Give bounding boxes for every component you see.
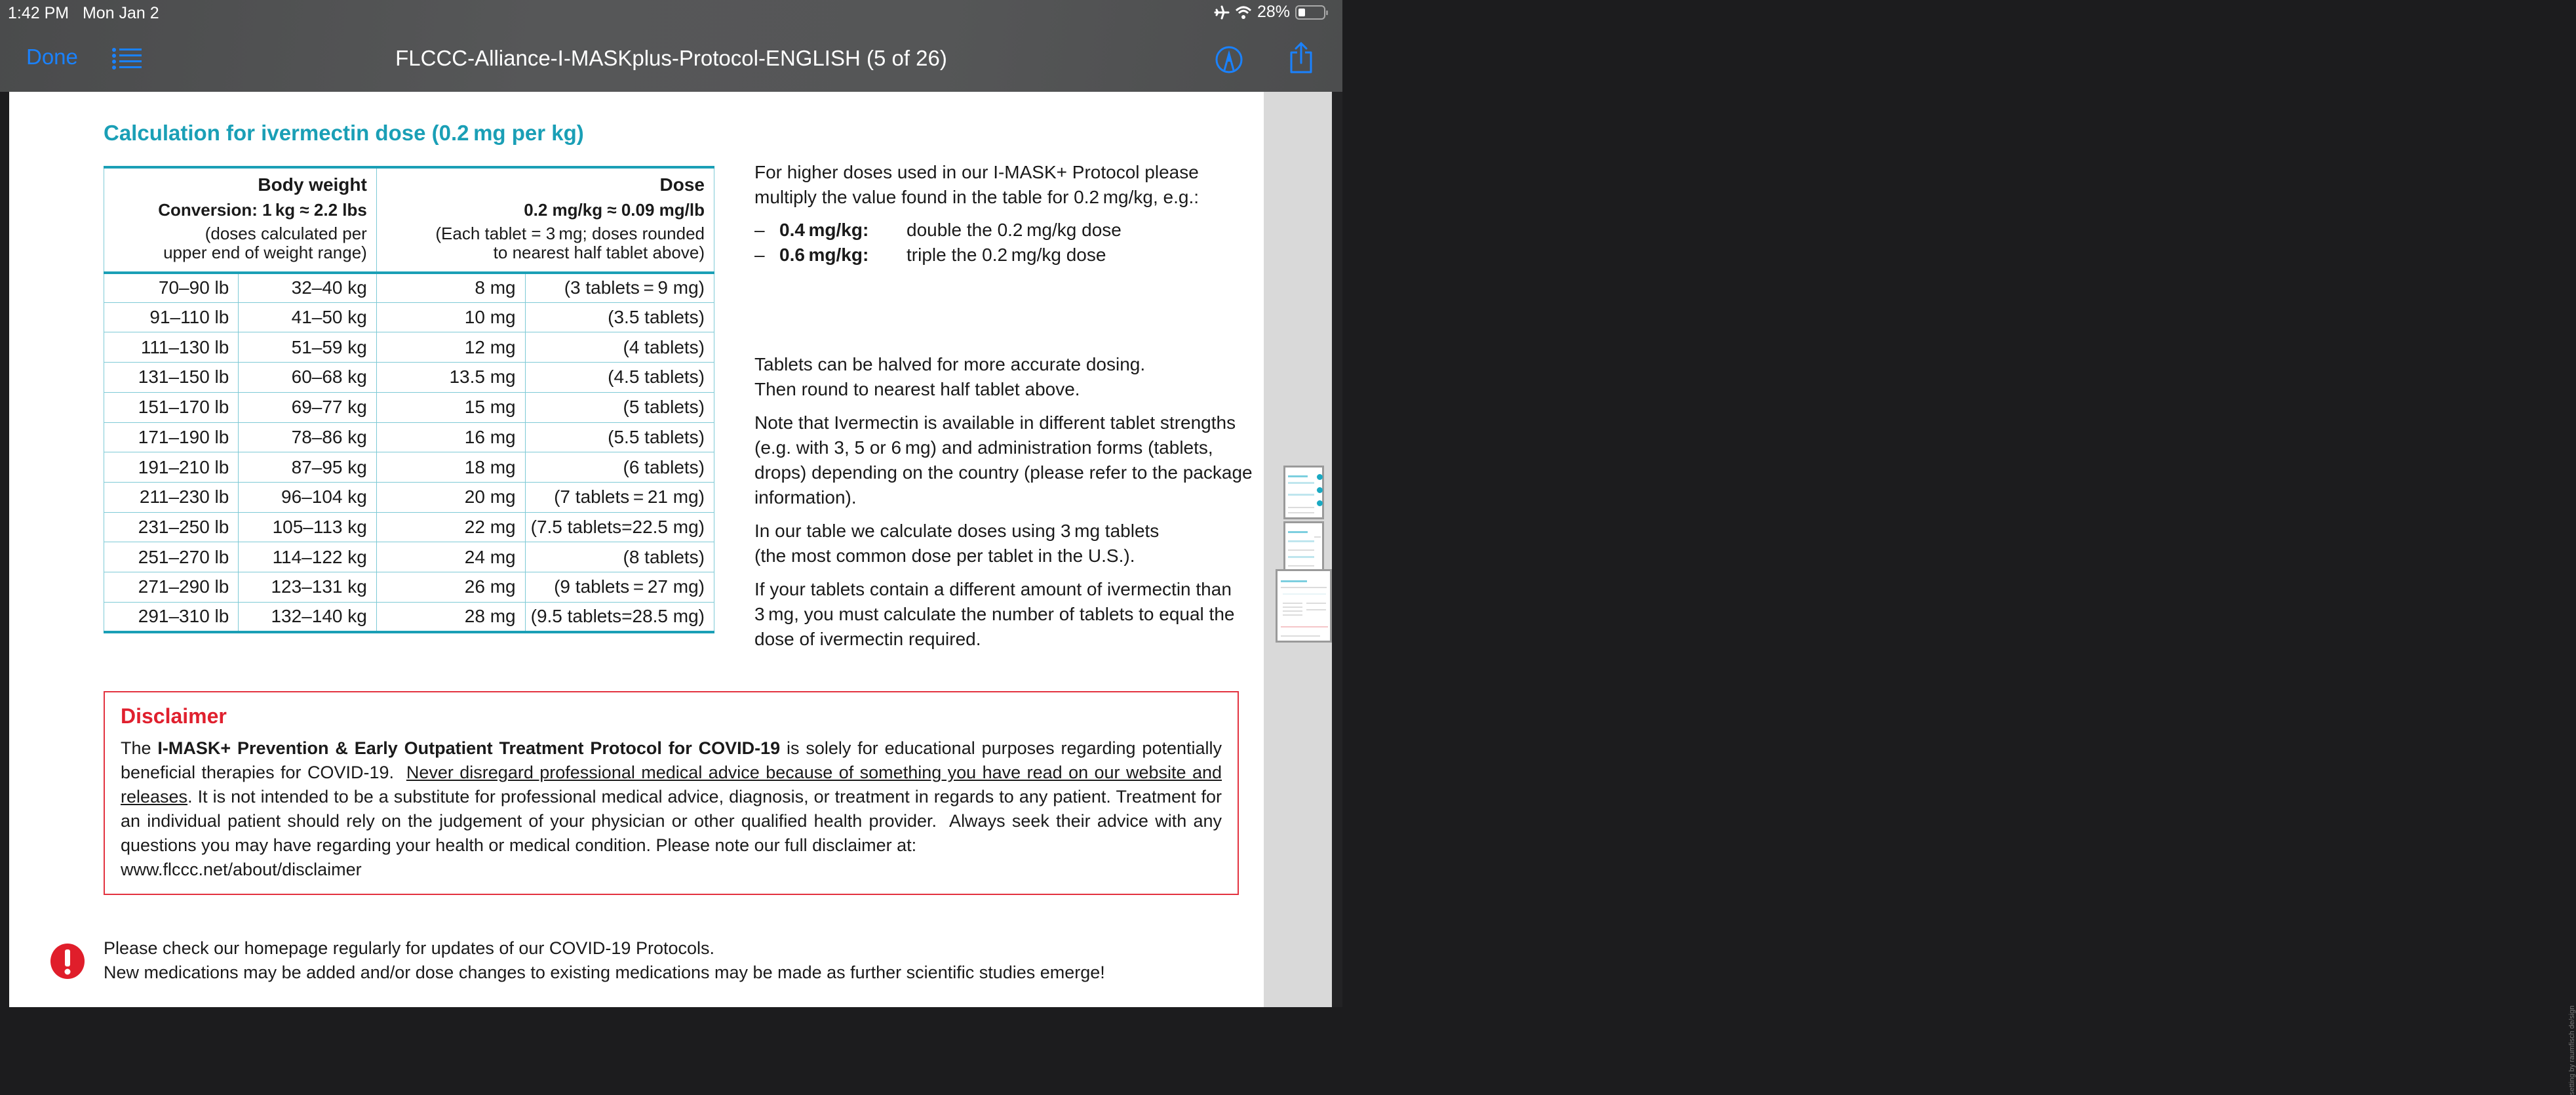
cell-dose: 13.5 mg	[376, 363, 525, 393]
table-row	[104, 482, 714, 512]
header-dose-title: Dose	[659, 174, 705, 195]
cell-tablets: (4 tablets)	[525, 332, 714, 363]
disclaimer-text: . It is not intended to be a substitute for professional medical advice, diagnosis, or treatment in regards to any patient. Treatment for an individual patient should rely on the judgement of your physician or other qualified health provider. Always seek their advice with any questions you may have regarding your health or medical condition. Please note our full disclaimer at:	[121, 787, 1222, 855]
cell-kg: 123–131 kg	[239, 572, 377, 602]
page-thumbnail-sidebar[interactable]	[1264, 92, 2576, 1095]
header-dose-note: to nearest half tablet above)	[493, 242, 705, 262]
left-edge	[0, 92, 9, 1007]
cell-tablets: (8 tablets)	[525, 542, 714, 572]
cell-dose: 26 mg	[376, 572, 525, 602]
cell-kg: 60–68 kg	[239, 363, 377, 393]
multiplier-key: 0.4 mg/kg:	[779, 220, 869, 240]
intro-line: For higher doses used in our I-MASK+ Protocol please	[754, 162, 1199, 182]
cell-dose: 20 mg	[376, 482, 525, 512]
disclaimer-warning: Never disregard professional medical advice because of something you have read on our website and releases	[121, 763, 1222, 806]
cell-lb: 151–170 lb	[104, 392, 239, 422]
cell-lb: 251–270 lb	[104, 542, 239, 572]
header-dose-note: (Each tablet = 3 mg; doses rounded	[435, 224, 705, 244]
battery-percent: 28%	[1257, 3, 1290, 21]
disclaimer-lead: The	[121, 738, 158, 758]
cell-lb: 211–230 lb	[104, 482, 239, 512]
halving-line: Then round to nearest half tablet above.	[754, 379, 1080, 399]
header-weight-note: upper end of weight range)	[163, 242, 367, 262]
header-weight-note: (doses calculated per	[205, 224, 367, 244]
table-row	[104, 392, 714, 422]
table-row	[104, 512, 714, 542]
notice-line: Please check our homepage regularly for updates of our COVID-19 Protocols.	[104, 938, 714, 958]
done-button[interactable]: Done	[26, 45, 78, 69]
cell-dose: 15 mg	[376, 392, 525, 422]
disclaimer-box	[104, 691, 1239, 895]
cell-dose: 8 mg	[376, 273, 525, 303]
table-row	[104, 422, 714, 452]
airplane-icon	[1214, 5, 1230, 20]
intro-line: multiply the value found in the table for 0.2 mg/kg, e.g.:	[754, 186, 1200, 207]
halving-note	[754, 352, 1253, 402]
cell-lb: 231–250 lb	[104, 512, 239, 542]
cell-tablets: (4.5 tablets)	[525, 363, 714, 393]
top-bar	[0, 0, 1342, 92]
table-row	[104, 273, 714, 303]
cell-kg: 78–86 kg	[239, 422, 377, 452]
right-edge	[1332, 92, 1342, 1007]
multiplier-key: 0.6 mg/kg:	[779, 244, 869, 265]
cell-kg: 132–140 kg	[239, 602, 377, 632]
cell-kg: 69–77 kg	[239, 392, 377, 422]
cell-kg: 87–95 kg	[239, 452, 377, 483]
cell-tablets: (6 tablets)	[525, 452, 714, 483]
dash-bullet: –	[754, 220, 765, 240]
cell-tablets: (5.5 tablets)	[525, 422, 714, 452]
cell-lb: 91–110 lb	[104, 302, 239, 332]
common-dose-note	[754, 519, 1253, 568]
table-row	[104, 572, 714, 602]
cell-tablets: (3 tablets = 9 mg)	[525, 273, 714, 303]
cell-dose: 16 mg	[376, 422, 525, 452]
table-row	[104, 542, 714, 572]
section-title: Calculation for ivermectin dose (0.2 mg per kg)	[104, 121, 584, 145]
cell-tablets: (9 tablets = 27 mg)	[525, 572, 714, 602]
cell-tablets: (9.5 tablets=28.5 mg)	[525, 602, 714, 632]
cell-kg: 105–113 kg	[239, 512, 377, 542]
pdf-page[interactable]	[9, 92, 1264, 1007]
update-notice	[104, 936, 1105, 985]
cell-kg: 96–104 kg	[239, 482, 377, 512]
dose-multiplier-item	[754, 243, 1253, 268]
dose-table	[104, 166, 714, 633]
disclaimer-title: Disclaimer	[121, 704, 227, 728]
halving-line: Tablets can be halved for more accurate dosing.	[754, 354, 1146, 374]
disclaimer-url[interactable]: www.flccc.net/about/disclaimer	[121, 860, 362, 879]
status-time	[8, 4, 159, 23]
cell-kg: 41–50 kg	[239, 302, 377, 332]
multiplier-value: double the 0.2 mg/kg dose	[907, 220, 1122, 240]
cell-lb: 70–90 lb	[104, 273, 239, 303]
cell-dose: 22 mg	[376, 512, 525, 542]
different-amount-note: If your tablets contain a different amount of ivermectin than 3 mg, you must calculate the number of tablets to equal the dose of ivermectin required.	[754, 579, 1235, 649]
cell-lb: 191–210 lb	[104, 452, 239, 483]
cell-lb: 171–190 lb	[104, 422, 239, 452]
header-dose-rate: 0.2 mg/kg ≈ 0.09 mg/lb	[524, 199, 705, 220]
status-indicators	[1214, 3, 1325, 22]
disclaimer-body	[121, 736, 1222, 882]
strengths-note: Note that Ivermectin is available in different tablet strengths (e.g. with 3, 5 or 6 mg) and administration forms (tablets, drops) depending on the country (please refer to the package information).	[754, 412, 1253, 508]
header-weight-conversion: Conversion: 1 kg ≈ 2.2 lbs	[158, 199, 367, 220]
cell-kg: 32–40 kg	[239, 273, 377, 303]
table-row	[104, 452, 714, 483]
header-dose	[376, 167, 714, 273]
cell-tablets: (7 tablets = 21 mg)	[525, 482, 714, 512]
table-row	[104, 332, 714, 363]
cell-lb: 111–130 lb	[104, 332, 239, 363]
cell-kg: 114–122 kg	[239, 542, 377, 572]
common-line: In our table we calculate doses using 3 mg tablets	[754, 521, 1160, 541]
wifi-icon	[1235, 5, 1252, 20]
date: Mon Jan 2	[82, 4, 159, 22]
cell-dose: 18 mg	[376, 452, 525, 483]
cell-dose: 10 mg	[376, 302, 525, 332]
typesetting-credit: setting by raumfisch de/sign	[2568, 1005, 2576, 1095]
clock: 1:42 PM	[8, 4, 69, 22]
cell-dose: 12 mg	[376, 332, 525, 363]
cell-dose: 28 mg	[376, 602, 525, 632]
disclaimer-protocol-name: I-MASK+ Prevention & Early Outpatient Treatment Protocol for COVID-19	[157, 738, 781, 758]
markup-pen-icon[interactable]	[1215, 46, 1243, 73]
cell-tablets: (3.5 tablets)	[525, 302, 714, 332]
dash-bullet: –	[754, 244, 765, 265]
cell-lb: 291–310 lb	[104, 602, 239, 632]
share-icon[interactable]	[1289, 42, 1314, 73]
tablet-notes	[754, 352, 1253, 660]
common-line: (the most common dose per tablet in the U.S.).	[754, 546, 1135, 566]
cell-dose: 24 mg	[376, 542, 525, 572]
cell-lb: 131–150 lb	[104, 363, 239, 393]
cell-lb: 271–290 lb	[104, 572, 239, 602]
page-thumbnail-current[interactable]	[1276, 569, 1332, 643]
battery-icon	[1295, 5, 1325, 20]
exclamation-circle-icon	[50, 943, 85, 980]
notice-line: New medications may be added and/or dose changes to existing medications may be made as further scientific studies emerge!	[104, 963, 1105, 982]
header-body-weight	[104, 167, 377, 273]
document-title: FLCCC-Alliance-I-MASKplus-Protocol-ENGLISH (5 of 26)	[395, 46, 947, 70]
disclaimer-text: is solely for educational purposes regarding potentially beneficial therapies for COVID-19.	[121, 738, 1222, 782]
table-row	[104, 602, 714, 632]
cell-tablets: (7.5 tablets=22.5 mg)	[525, 512, 714, 542]
header-weight-title: Body weight	[258, 174, 367, 195]
multiplier-value: triple the 0.2 mg/kg dose	[907, 244, 1106, 265]
dose-multiplier-item	[754, 218, 1253, 243]
page-thumbnail[interactable]	[1283, 466, 1324, 519]
table-row	[104, 302, 714, 332]
cell-kg: 51–59 kg	[239, 332, 377, 363]
higher-doses-note	[754, 160, 1253, 267]
cell-tablets: (5 tablets)	[525, 392, 714, 422]
page-thumbnail[interactable]	[1283, 521, 1324, 574]
table-row	[104, 363, 714, 393]
